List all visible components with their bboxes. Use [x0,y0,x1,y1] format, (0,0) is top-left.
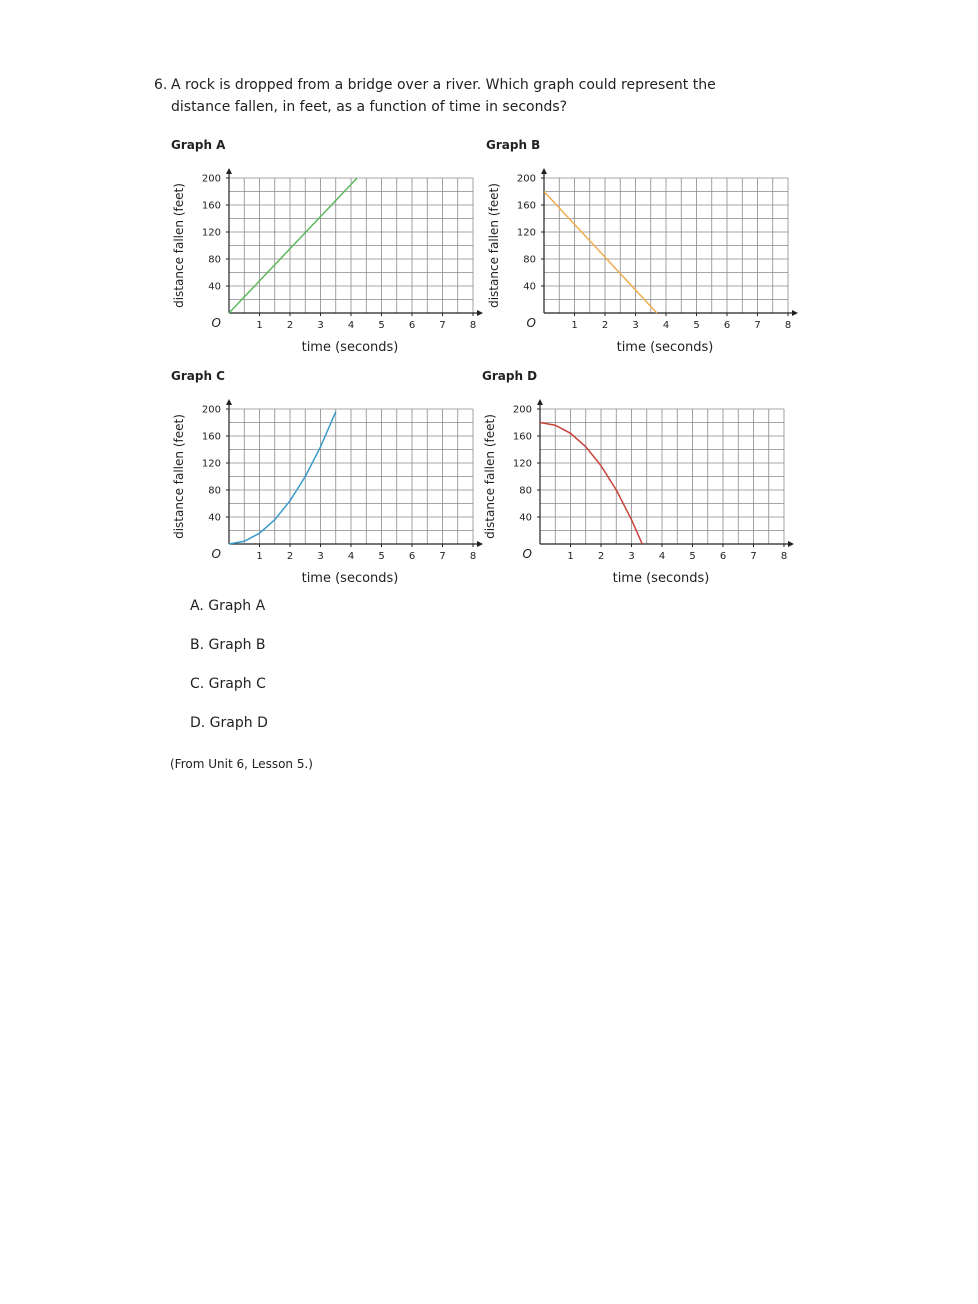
question-number: 6. [154,77,168,93]
y-tick-label: 200 [201,404,221,416]
origin-label: O [211,316,221,330]
x-axis-title: time (seconds) [301,571,399,586]
x-tick-label: 7 [750,551,757,562]
graph-c-title: Graph C [171,369,225,383]
y-tick-label: 120 [516,227,536,239]
x-axis-title: time (seconds) [612,571,710,586]
y-axis-title: distance fallen (feet) [483,414,497,539]
graph-b-title: Graph B [486,138,541,152]
x-tick-label: 2 [286,320,294,331]
x-axis-title: time (seconds) [616,340,714,355]
y-tick-label: 160 [516,200,536,212]
x-tick-label: 5 [378,551,385,562]
graph-d-title: Graph D [482,369,538,383]
x-tick-label: 6 [719,551,727,562]
origin-label: O [211,547,221,561]
y-tick-label: 120 [201,458,221,470]
x-tick-label: 8 [784,320,792,331]
y-tick-label: 200 [516,173,536,185]
x-tick-label: 8 [469,551,477,562]
y-tick-label: 40 [523,281,536,293]
x-tick-label: 5 [378,320,385,331]
x-tick-label: 3 [628,551,635,562]
x-tick-label: 8 [469,320,477,331]
y-axis-title: distance fallen (feet) [487,183,501,308]
y-tick-label: 120 [512,458,532,470]
x-tick-label: 3 [632,320,639,331]
x-tick-label: 7 [439,551,446,562]
x-tick-label: 1 [256,551,263,562]
y-tick-label: 120 [201,227,221,239]
y-tick-label: 160 [512,431,532,443]
question-text: A rock is dropped from a bridge over a river. Which graph could represent the distance fallen, in feet, as a function of time in seconds? [171,77,716,115]
choice-a[interactable]: A. Graph A [190,598,266,614]
x-tick-label: 8 [780,551,788,562]
y-axis-arrow [537,399,543,405]
x-tick-label: 7 [754,320,761,331]
x-tick-label: 6 [408,320,416,331]
x-tick-label: 4 [662,320,670,331]
x-tick-label: 4 [347,320,355,331]
x-tick-label: 5 [689,551,696,562]
x-tick-label: 6 [723,320,731,331]
x-tick-label: 1 [256,320,263,331]
x-tick-label: 2 [601,320,609,331]
x-tick-label: 2 [597,551,605,562]
y-tick-label: 200 [512,404,532,416]
y-tick-label: 80 [523,254,536,266]
x-tick-label: 3 [317,551,324,562]
y-tick-label: 80 [208,485,221,497]
y-tick-label: 160 [201,200,221,212]
x-tick-label: 4 [347,551,355,562]
source-note: (From Unit 6, Lesson 5.) [170,757,313,771]
x-tick-label: 1 [571,320,578,331]
y-tick-label: 160 [201,431,221,443]
x-tick-label: 7 [439,320,446,331]
origin-label: O [526,316,536,330]
graph-a-title: Graph A [171,138,226,152]
x-tick-label: 2 [286,551,294,562]
x-tick-label: 1 [567,551,574,562]
x-axis-arrow [788,541,794,547]
y-tick-label: 40 [208,512,221,524]
x-tick-label: 4 [658,551,666,562]
x-tick-label: 5 [693,320,700,331]
choice-d[interactable]: D. Graph D [190,715,268,731]
choice-c[interactable]: C. Graph C [190,676,266,692]
origin-label: O [522,547,532,561]
y-axis-title: distance fallen (feet) [172,183,186,308]
y-tick-label: 40 [519,512,532,524]
y-tick-label: 80 [208,254,221,266]
y-tick-label: 80 [519,485,532,497]
x-axis-title: time (seconds) [301,340,399,355]
y-tick-label: 200 [201,173,221,185]
choice-b[interactable]: B. Graph B [190,637,266,653]
x-tick-label: 6 [408,551,416,562]
y-axis-title: distance fallen (feet) [172,414,186,539]
y-tick-label: 40 [208,281,221,293]
x-tick-label: 3 [317,320,324,331]
